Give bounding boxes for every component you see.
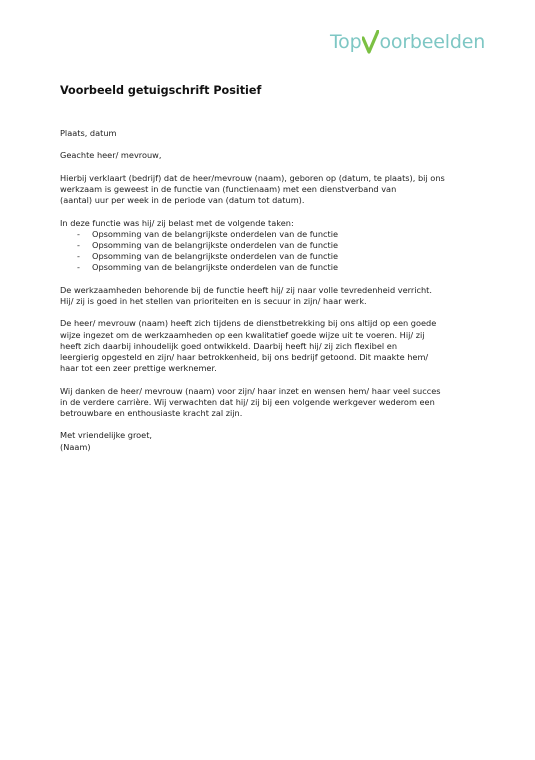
text-line: leergierig opgesteld en zijn/ haar betrokkenheid, bij ons bedrijf getoond. Dit maakte hem/ — [60, 351, 429, 362]
closing-greeting: Met vriendelijke groet, — [60, 430, 153, 441]
checkmark-icon — [362, 28, 379, 52]
list-item-text: Opsomming van de belangrijkste onderdelen van de functie — [92, 251, 339, 262]
text-line: werkzaam is geweest in de functie van (functienaam) met een dienstverband van — [60, 183, 397, 194]
paragraph-performance — [60, 285, 480, 307]
text-line: in de verdere carrière. Wij verwachten dat hij/ zij bij een volgende werkgever wederom een — [60, 396, 435, 407]
letter-body — [60, 128, 480, 464]
bullet-dash: - — [77, 251, 80, 262]
closing — [60, 430, 480, 452]
paragraph-intro — [60, 173, 480, 207]
paragraph-commitment — [60, 318, 480, 374]
text-line: Hij/ zij is goed in het stellen van prioriteiten en is secuur in zijn/ haar werk. — [60, 295, 367, 306]
salutation: Geachte heer/ mevrouw, — [60, 150, 162, 161]
list-item-text: Opsomming van de belangrijkste onderdelen van de functie — [92, 228, 339, 239]
list-item-text: Opsomming van de belangrijkste onderdelen van de functie — [92, 262, 339, 273]
text-line: De heer/ mevrouw (naam) heeft zich tijdens de dienstbetrekking bij ons altijd op een goede — [60, 318, 437, 329]
text-line: haar tot een zeer prettige werknemer. — [60, 363, 217, 374]
topvoorbeelden-logo[interactable] — [330, 24, 485, 52]
tasks-intro: In deze functie was hij/ zij belast met de volgende taken: — [60, 217, 294, 228]
place-date: Plaats, datum — [60, 128, 117, 138]
text-line: Hierbij verklaart (bedrijf) dat de heer/mevrouw (naam), geboren op (datum, te plaats), bij ons — [60, 172, 445, 183]
list-item-text: Opsomming van de belangrijkste onderdelen van de functie — [92, 239, 339, 250]
text-line: Wij danken de heer/ mevrouw (naam) voor zijn/ haar inzet en wensen hem/ haar veel succes — [60, 385, 441, 396]
bullet-dash: - — [77, 228, 80, 239]
bullet-dash: - — [77, 239, 80, 250]
logo-text-rest: oorbeelden — [379, 31, 486, 53]
list-item — [60, 229, 480, 240]
tasks-list — [60, 229, 480, 274]
text-line: De werkzaamheden behorende bij de functie heeft hij/ zij naar volle tevredenheid verricht. — [60, 284, 432, 295]
document-title: Voorbeeld getuigschrift Positief — [60, 84, 262, 97]
signature-name: (Naam) — [60, 441, 91, 452]
logo-text-top: Top — [330, 31, 362, 53]
list-item — [60, 240, 480, 251]
text-line: betrouwbare en enthousiaste kracht zal zijn. — [60, 407, 243, 418]
text-line: heeft zich daarbij inhoudelijk goed ontwikkeld. Daarbij heeft hij/ zij zich flexibel en — [60, 340, 398, 351]
list-item — [60, 251, 480, 262]
paragraph-thanks — [60, 386, 480, 420]
list-item — [60, 262, 480, 273]
text-line: wijze ingezet om de werkzaamheden op een kwalitatief goede wijze uit te voeren. Hij/ zij — [60, 329, 425, 340]
text-line: (aantal) uur per week in de periode van (datum tot datum). — [60, 195, 305, 206]
bullet-dash: - — [77, 262, 80, 273]
